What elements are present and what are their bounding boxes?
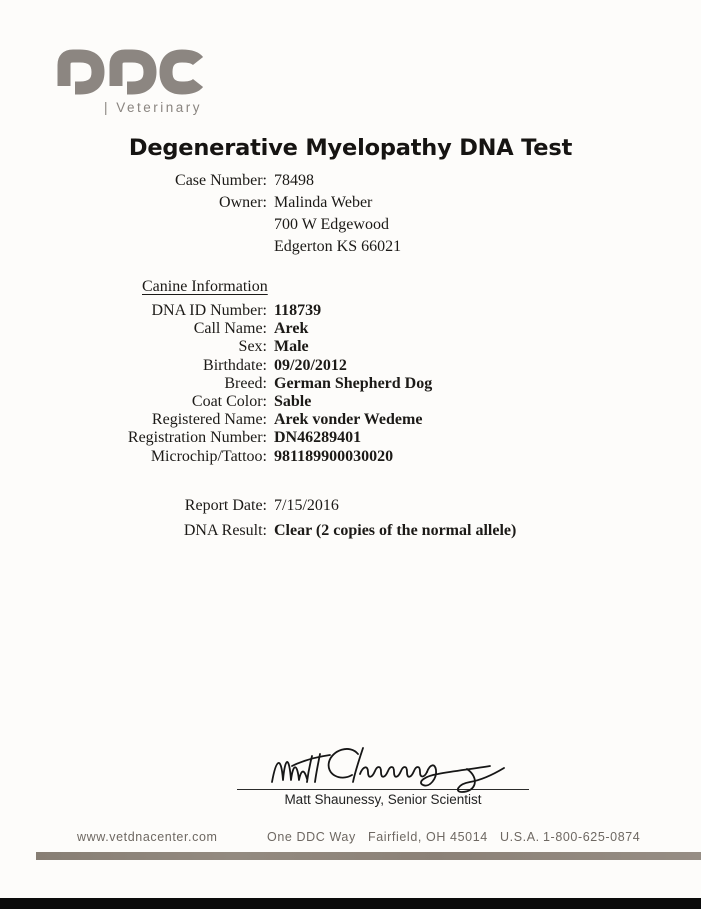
field-label: Microchip/Tattoo: [150, 447, 267, 465]
footer-divider-bar [36, 852, 701, 860]
field-value: Malinda Weber [274, 194, 373, 211]
field-value: 118739 [274, 302, 322, 319]
field-label: DNA ID Number: [151, 302, 267, 319]
logo-letter-c [166, 56, 198, 88]
field-label: Call Name: [193, 320, 267, 338]
report-block [0, 497, 701, 546]
field-label [0, 238, 267, 260]
field-value: Clear (2 copies of the normal allele) [274, 521, 517, 539]
coat-color-row [0, 393, 701, 411]
field-label: Owner: [219, 194, 267, 211]
field-label: Registered Name: [151, 411, 267, 429]
field-label: DNA Result: [183, 521, 267, 539]
breed-row [0, 375, 701, 393]
registration-number-row [0, 429, 701, 447]
logo-letter-d1 [64, 56, 98, 88]
field-value: 7/15/2016 [274, 497, 339, 514]
logo-letter-d2 [116, 56, 150, 88]
field-value: Male [274, 338, 309, 356]
field-value: Edgerton KS 66021 [274, 238, 402, 255]
field-label: Registration Number: [127, 429, 267, 447]
field-value: 78498 [274, 172, 314, 189]
field-label: Sex: [238, 338, 267, 356]
sex-row [0, 338, 701, 356]
report-date-row [0, 497, 701, 522]
field-label: Birthdate: [203, 356, 267, 374]
field-value: 981189900030020 [274, 447, 394, 465]
owner-row [0, 194, 701, 216]
signature-image [262, 742, 522, 796]
canine-info-block [0, 302, 701, 466]
field-label [0, 216, 267, 238]
field-label: Report Date: [184, 497, 267, 514]
field-label: Breed: [224, 374, 267, 392]
field-label: Coat Color: [191, 392, 267, 410]
dna-result-row [0, 522, 701, 547]
field-value: DN46289401 [274, 429, 362, 447]
owner-address-row [0, 216, 701, 238]
footer-website: www.vetdnacenter.com [77, 830, 218, 844]
field-value: Arek vonder Wedeme [274, 411, 423, 429]
case-number-row [0, 172, 701, 194]
ddc-logo [54, 48, 206, 102]
field-value: 700 W Edgewood [274, 216, 389, 233]
field-value: German Shepherd Dog [274, 374, 433, 392]
dna-id-row [0, 302, 701, 320]
microchip-row [0, 448, 701, 466]
owner-city-row [0, 238, 701, 260]
birthdate-row [0, 357, 701, 375]
field-value: Arek [274, 320, 309, 338]
footer-phone: 1-800-625-0874 [543, 830, 641, 844]
logo-tagline: | Veterinary [104, 100, 203, 115]
field-value: Sable [274, 392, 312, 410]
footer-address: One DDC Way Fairfield, OH 45014 U.S.A. [267, 830, 540, 844]
signature-caption: Matt Shaunessy, Senior Scientist [284, 792, 482, 807]
canine-information-heading: Canine Information [142, 278, 268, 295]
registered-name-row [0, 411, 701, 429]
page-title: Degenerative Myelopathy DNA Test [128, 135, 573, 161]
field-label: Case Number: [175, 172, 267, 189]
bottom-scan-bar [0, 898, 701, 909]
call-name-row [0, 320, 701, 338]
case-info-block [0, 172, 701, 260]
field-value: 09/20/2012 [274, 356, 347, 374]
